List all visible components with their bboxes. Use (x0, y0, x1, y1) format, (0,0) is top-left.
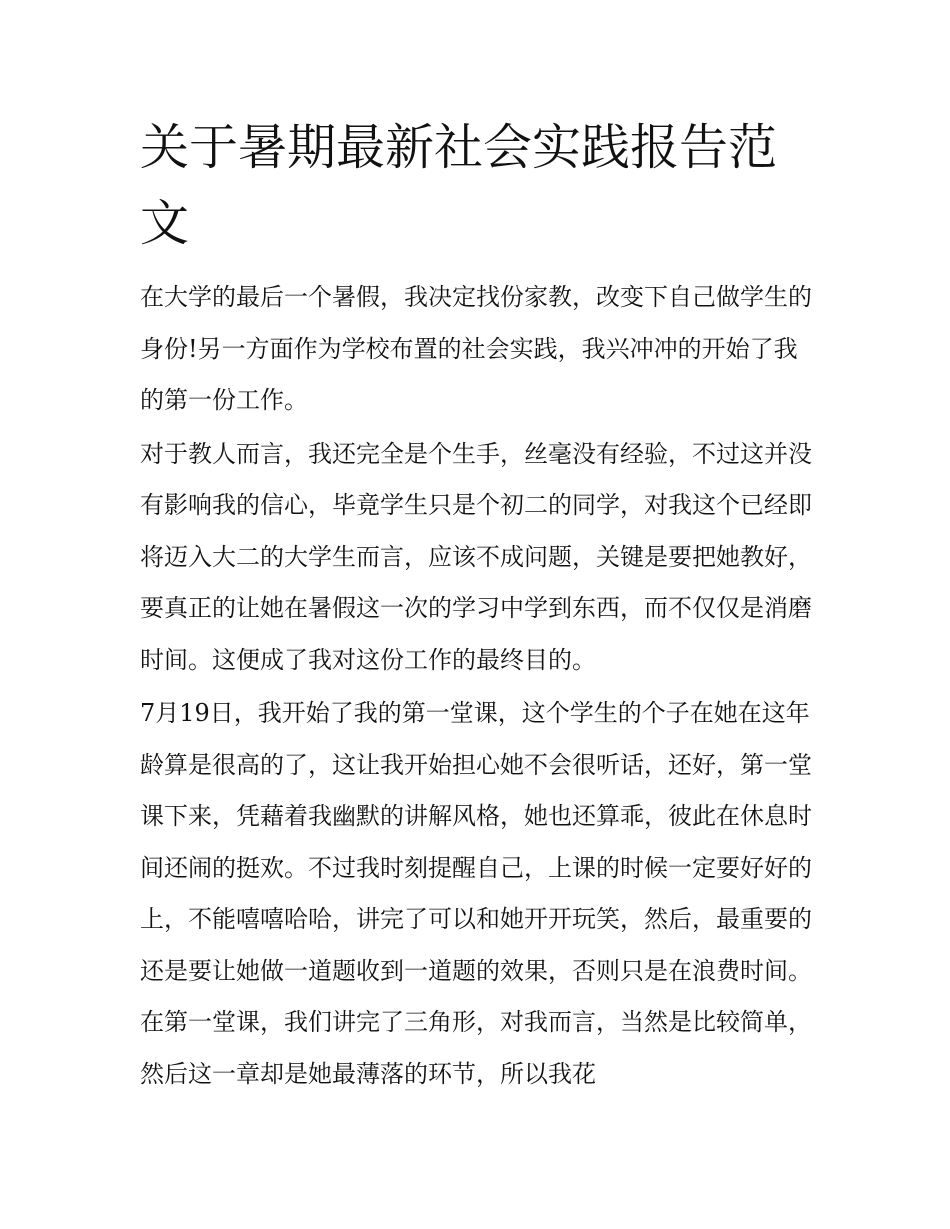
document-body (140, 110, 815, 1100)
paragraph-1: 在大学的最后一个暑假，我决定找份家教，改变下自己做学生的身份!另一方面作为学校布置的社会实践，我兴冲冲的开始了我的第一份工作。 (140, 283, 812, 414)
document-title: 关于暑期最新社会实践报告范文 (140, 119, 778, 252)
paragraph-2: 对于教人而言，我还完全是个生手，丝毫没有经验，不过这并没有影响我的信心，毕竟学生只是个初二的同学，对我这个已经即将迈入大二的大学生而言，应该不成问题，关键是要把她教好，要真正的让她在暑假这一次的学习中学到东西，而不仅仅是消磨时间。这便成了我对这份工作的最终目的。 (140, 439, 812, 674)
paragraph-3: 7月19日，我开始了我的第一堂课，这个学生的个子在她在这年龄算是很高的了，这让我开始担心她不会很听话，还好，第一堂课下来，凭藉着我幽默的讲解风格，她也还算乖，彼此在休息时间还闹的挺欢。不过我时刻提醒自己，上课的时候一定要好好的上，不能嘻嘻哈哈，讲完了可以和她开开玩笑，然后，最重要的还是要让她做一道题收到一道题的效果，否则只是在浪费时间。在第一堂课，我们讲完了三角形，对我而言，当然是比较简单，然后这一章却是她最薄落的环节，所以我花 (140, 699, 812, 1088)
